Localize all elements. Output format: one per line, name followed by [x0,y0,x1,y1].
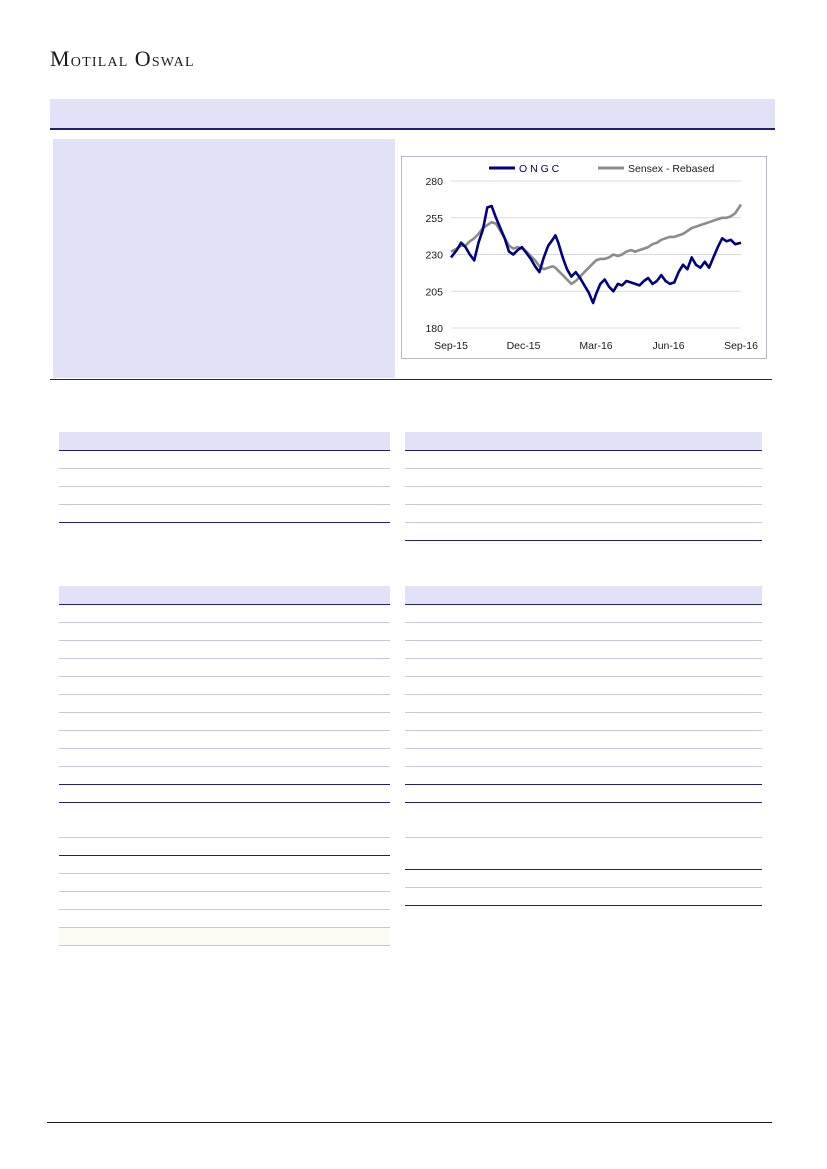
table-row [405,888,762,906]
brand-text-swal: swal [151,49,195,71]
table-row [405,749,762,767]
table-row [405,641,762,659]
table-row [59,713,390,731]
left-table-2 [59,586,390,785]
brand-text-otilal: otilal [70,49,135,71]
table-header [405,586,762,605]
stock-performance-chart [401,156,767,359]
table-row [405,487,762,505]
right-table-3 [405,837,762,906]
table-row [59,749,390,767]
table-row [405,659,762,677]
x-tick-label: Sep-15 [434,340,468,352]
chart-svg [401,156,767,359]
brand-logo [50,46,195,72]
table-row [405,731,762,749]
table-row [59,928,390,946]
table-row [405,713,762,731]
table-row [59,856,390,874]
table-row [59,874,390,892]
left-table-1 [59,432,390,523]
brand-initial-m: M [50,46,71,71]
table-row [405,451,762,469]
table-underline [59,802,390,803]
x-tick-label: Dec-15 [506,340,541,352]
table-header [59,586,390,605]
table-row [405,505,762,523]
stock-info-panel [53,139,395,378]
table-row [59,469,390,487]
x-tick-label: Mar-16 [579,340,613,352]
right-table-2 [405,586,762,785]
left-table-3 [59,837,390,946]
table-row [59,505,390,523]
table-row [405,469,762,487]
right-table-1 [405,432,762,541]
table-row [59,767,390,785]
footer-rule [47,1122,772,1123]
table-row [59,677,390,695]
table-header [405,837,762,870]
y-tick-label: 230 [425,249,443,262]
x-tick-label: Jun-16 [652,340,685,352]
y-tick-label: 255 [425,212,443,225]
table-row [405,695,762,713]
y-tick-label: 280 [425,176,443,188]
table-row [59,731,390,749]
table-underline [405,802,762,803]
table-row [59,451,390,469]
legend-label: O N G C [519,163,560,175]
table-row [405,623,762,641]
table-row [405,870,762,888]
title-band [50,99,775,130]
table-row [59,605,390,623]
y-tick-label: 180 [425,323,443,335]
table-row [59,487,390,505]
table-row [405,605,762,623]
table-row [59,695,390,713]
table-row [59,892,390,910]
table-row [59,623,390,641]
table-header [405,432,762,451]
table-row [59,641,390,659]
table-header [59,432,390,451]
legend-label: Sensex - Rebased [628,163,715,175]
table-header [59,837,390,856]
x-tick-label: Sep-16 [724,340,758,352]
table-row [405,677,762,695]
y-tick-label: 205 [425,286,443,299]
table-row [405,523,762,541]
table-row [405,767,762,785]
table-row [59,910,390,928]
table-row [59,659,390,677]
brand-initial-o: O [134,46,152,71]
section-divider [50,379,772,380]
